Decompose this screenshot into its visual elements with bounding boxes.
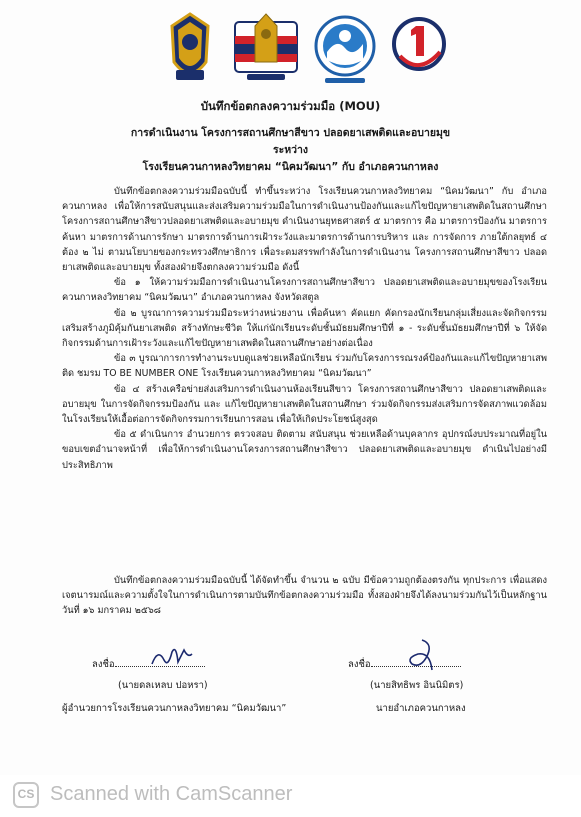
- left-signer-name: (นายดลเหลบ ปอหรา): [118, 680, 208, 691]
- intro-paragraph: บันทึกข้อตกลงความร่วมมือฉบับนี้ ทำขึ้นระหว่าง โรงเรียนควนกาหลงวิทยาคม “นิคมวัฒนา” กับ อำเภอควนกาหลง เพื่อให้การสนับสนุนและส่งเสริมความร่วมมือในการดำเนินงานป้องกันและแก้ไขปัญหายาเสพติดในสถานศึกษา โครงการสถานศึกษาสีขาวปลอดยาเสพติดและอบายมุข ดำเนินงานยุทธศาสตร์ ๕ มาตรการ คือ มาตรการป้องกัน มาตรการค้นหา มาตรการด้านการรักษา มาตรการด้านการเฝ้าระวังและมาตรการด้านการบริหาร และ การจัดการ ภายใต้กลยุทธ์ ๔ ต้อง ๒ ไม่ ตามนโยบายของกระทรวงศึกษาธิการ เพื่อระดมสรรพกำลังในการดำเนินงาน โครงการสถานศึกษาสีขาว ปลอดยาเสพติดและอบายมุข ทั้งสองฝ่ายจึงตกลงความร่วมมือ ดังนี้: [62, 186, 547, 274]
- clause-2: ข้อ ๒ บูรณาการความร่วมมือระหว่างหน่วยงาน เพื่อค้นหา คัดแยก คัดกรองนักเรียนกลุ่มเสี่ยงและจัดกิจกรรมเสริมสร้างภูมิคุ้มกันยาเสพติด สร้างทักษะชีวิต ให้แก่นักเรียนระดับชั้นมัธยมศึกษาปีที่ ๑ - ระดับชั้นมัธยมศึกษาปีที่ ๖ ให้จัดกิจกรรมด้านการเฝ้าระวังและแก้ไขปัญหายาเสพติดในสถานศึกษาอย่างต่อเนื่อง: [62, 307, 547, 350]
- clause-4: ข้อ ๔ สร้างเครือข่ายส่งเสริมการดำเนินงานห้องเรียนสีขาว โครงการสถานศึกษาสีขาว ปลอดยาเสพติดและอบายมุข ในการจัดกิจกรรมป้องกัน และ แก้ไขปัญหายาเสพติดในสถานศึกษา ร่วมจัดกิจกรรมส่งเสริมการจัดสภาพแวดล้อมในโรงเรียนให้เอื้อต่อการจัดกิจกรรมการเรียนการสอน เพื่อให้เกิดประโยชน์สูงสุด: [62, 383, 547, 426]
- clause-3: ข้อ ๓ บูรณาการการทำงานระบบดูแลช่วยเหลือนักเรียน ร่วมกับโครงการรณรงค์ป้องกันและแก้ไขปัญหายาเสพติด ชมรม TO BE NUMBER ONE โรงเรียนควนกาหลงวิทยาคม “นิคมวัฒนา”: [62, 353, 547, 380]
- right-signer-position: นายอำเภอควนกาหลง: [376, 703, 466, 714]
- left-signature-mark: [148, 642, 196, 672]
- school-emblem-icon: [168, 12, 212, 86]
- right-signer-name: (นายสิทธิพร อินนิมิตร): [370, 680, 464, 691]
- between-label: ระหว่าง: [272, 144, 309, 156]
- closing-paragraph: บันทึกข้อตกลงความร่วมมือฉบับนี้ ได้จัดทำขึ้น จำนวน ๒ ฉบับ มีข้อความถูกต้องตรงกัน ทุกประการ เพื่อแสดงเจตนารมณ์และความตั้งใจในการดำเนินการตามบันทึกข้อตกลงความร่วมมือ ทั้งสองฝ่ายจึงได้ลงนามร่วมกันไว้เป็นหลักฐาน วันที่ ๑๖ มกราคม ๒๕๖๘: [62, 575, 547, 617]
- document-subtitle: การดำเนินงาน โครงการสถานศึกษาสีขาว ปลอดยาเสพติดและอบายมุข: [130, 127, 451, 139]
- scanner-footer: [0, 775, 581, 817]
- sign-label-right: ลงชื่อ: [348, 659, 371, 670]
- ministry-emblem-icon: [231, 12, 301, 86]
- clause-5: ข้อ ๕ ดำเนินการ อำนวยการ ตรวจสอบ ติดตาม สนับสนุน ช่วยเหลือด้านบุคลากร อุปกรณ์งบประมาณที่อยู่ในขอบเขตอำนาจหน้าที่ เพื่อให้การดำเนินงานโครงการสถานศึกษาสีขาว ปลอดยาเสพติดและอบายมุข ดำเนินไปอย่างมีประสิทธิภาพ: [62, 429, 547, 471]
- left-signer-position: ผู้อำนวยการโรงเรียนควนกาหลงวิทยาคม “นิคมวัฒนา”: [62, 703, 287, 714]
- district-emblem-icon: [313, 12, 377, 86]
- sign-label-left: ลงชื่อ: [92, 659, 115, 670]
- document-title: บันทึกข้อตกลงความร่วมมือ (MOU): [200, 99, 381, 113]
- right-signature-mark: [400, 636, 440, 676]
- to-be-number-one-icon: [390, 12, 448, 86]
- clause-1: ข้อ ๑ ให้ความร่วมมือการดำเนินงานโครงการสถานศึกษาสีขาว ปลอดยาเสพติดและอบายมุขของโรงเรียนควนกาหลงวิทยาคม “นิคมวัฒนา” อำเภอควนกาหลง จังหวัดสตูล: [62, 277, 547, 304]
- camscanner-logo-icon: CS: [13, 782, 39, 808]
- body-text: [62, 184, 547, 473]
- closing-text: [62, 573, 547, 619]
- scanner-watermark-text: Scanned with CamScanner: [50, 783, 293, 805]
- parties-label: โรงเรียนควนกาหลงวิทยาคม “นิคมวัฒนา” กับ อำเภอควนกาหลง: [142, 161, 439, 173]
- logo-row: [0, 12, 581, 92]
